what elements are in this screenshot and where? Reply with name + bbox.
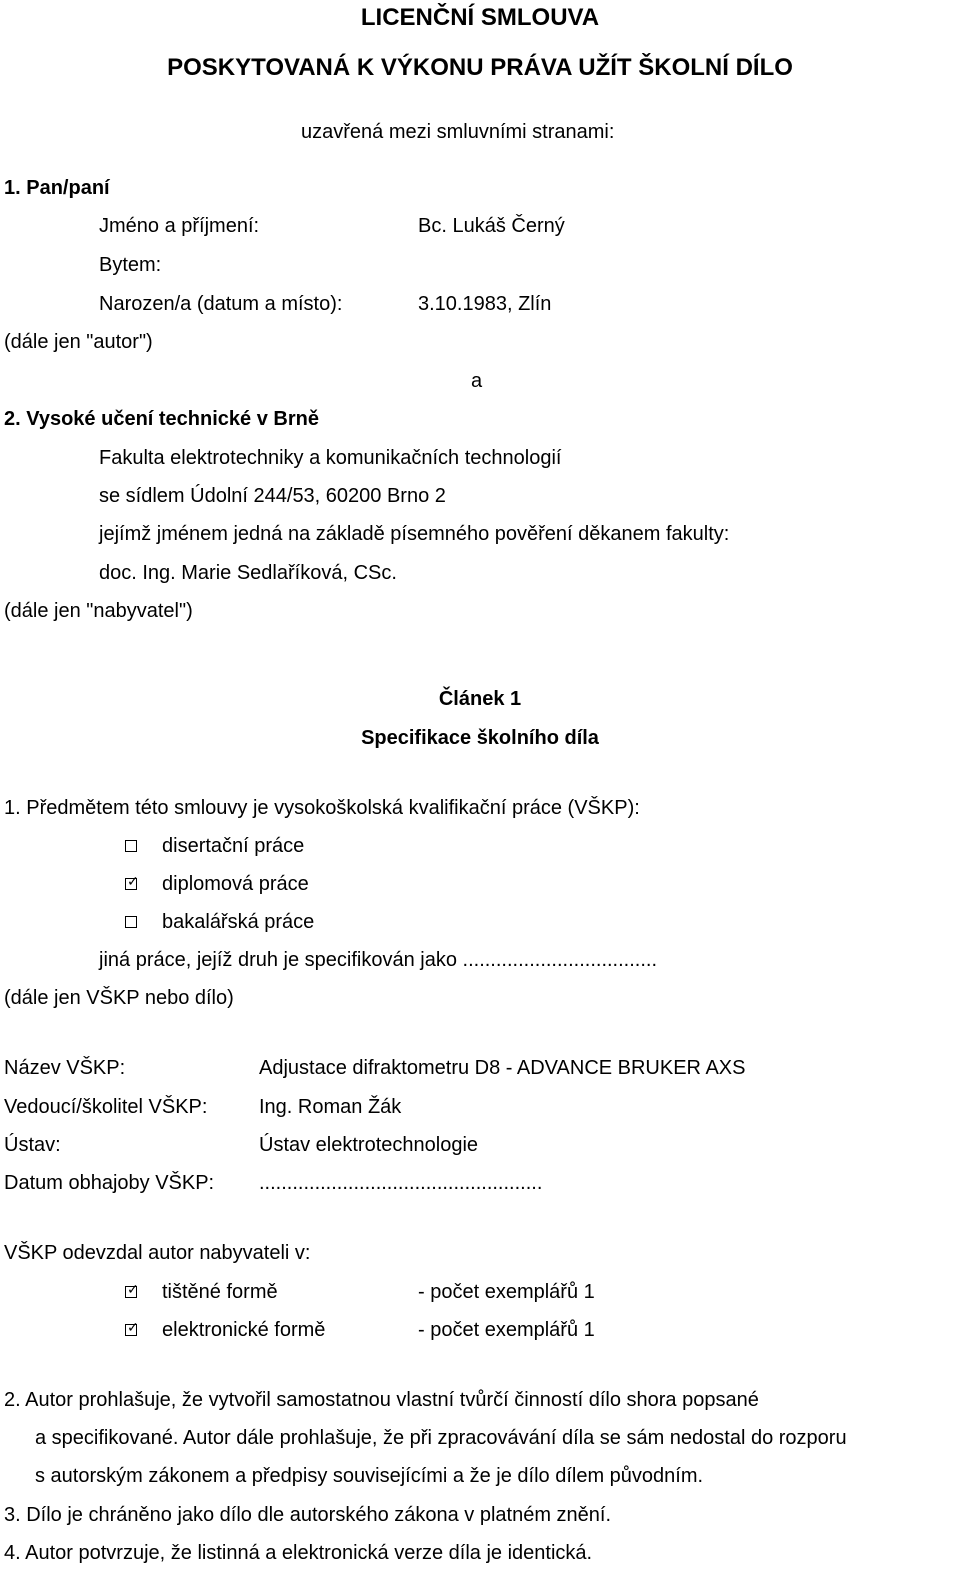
detail-value: Ing. Roman Žák — [259, 1096, 402, 1118]
form-label: tištěné formě — [162, 1281, 278, 1303]
party1-residence-label: Bytem: — [99, 254, 162, 276]
checkbox-electronic[interactable] — [125, 1319, 139, 1336]
article1-other: jiná práce, jejíž druh je specifikován jako ................................... — [99, 949, 658, 971]
party1-name-value: Bc. Lukáš Černý — [418, 215, 565, 237]
conjunction: a — [471, 370, 483, 392]
checkmark-icon: ✓ — [127, 1281, 139, 1297]
checkmark-icon: ✓ — [127, 1319, 139, 1335]
clause-2-line2: a specifikované. Autor dále prohlašuje, že při zpracovávání díla se sám nedostal do rozporu — [35, 1427, 847, 1449]
detail-value: ................................................... — [259, 1172, 543, 1194]
article1-alias: (dále jen VŠKP nebo dílo) — [4, 987, 234, 1009]
party1-alias: (dále jen "autor") — [4, 331, 153, 353]
party1-name-label: Jméno a příjmení: — [99, 215, 260, 237]
article1-subheading: Specifikace školního díla — [361, 727, 599, 749]
form-label: elektronické formě — [162, 1319, 326, 1341]
detail-label: Datum obhajoby VŠKP: — [4, 1172, 215, 1194]
detail-value: Adjustace difraktometru D8 - ADVANCE BRUKER AXS — [259, 1057, 746, 1079]
detail-label: Název VŠKP: — [4, 1057, 126, 1079]
checkbox-disertacni[interactable] — [125, 840, 137, 852]
clause-4: 4. Autor potvrzuje, že listinná a elektronická verze díla je identická. — [4, 1542, 593, 1564]
option-label: diplomová práce — [162, 873, 309, 895]
document-subtitle: uzavřená mezi smluvními stranami: — [301, 121, 615, 143]
document-title-line2: POSKYTOVANÁ K VÝKONU PRÁVA UŽÍT ŠKOLNÍ DÍLO — [167, 54, 793, 81]
form-count: - počet exemplářů 1 — [418, 1281, 595, 1303]
form-count: - počet exemplářů 1 — [418, 1319, 595, 1341]
checkbox-bakalarska[interactable] — [125, 916, 137, 928]
handover-intro: VŠKP odevzdal autor nabyvateli v: — [4, 1242, 311, 1264]
document-title: LICENČNÍ SMLOUVA — [360, 4, 600, 31]
party2-representative: doc. Ing. Marie Sedlaříková, CSc. — [99, 562, 397, 584]
party2-acting: jejímž jménem jedná na základě písemného pověření děkanem fakulty: — [99, 523, 730, 545]
checkbox-printed[interactable] — [125, 1281, 139, 1298]
article1-heading: Článek 1 — [438, 688, 522, 710]
checkmark-icon: ✓ — [127, 873, 139, 889]
party1-birth-value: 3.10.1983, Zlín — [418, 293, 552, 315]
party2-alias: (dále jen "nabyvatel") — [4, 600, 193, 622]
checkbox-diplomova[interactable] — [125, 873, 139, 890]
party2-address: se sídlem Údolní 244/53, 60200 Brno 2 — [99, 485, 446, 507]
detail-label: Ústav: — [4, 1134, 61, 1156]
option-label: disertační práce — [162, 835, 305, 857]
detail-label: Vedoucí/školitel VŠKP: — [4, 1096, 208, 1118]
clause-2-line3: s autorským zákonem a předpisy souvisejícími a že je dílo dílem původním. — [35, 1465, 704, 1487]
party1-heading: 1. Pan/paní — [4, 177, 110, 199]
party2-heading: 2. Vysoké učení technické v Brně — [4, 408, 319, 430]
article1-intro: 1. Předmětem této smlouvy je vysokoškolská kvalifikační práce (VŠKP): — [4, 797, 640, 819]
party2-faculty: Fakulta elektrotechniky a komunikačních technologií — [99, 447, 562, 469]
option-label: bakalářská práce — [162, 911, 315, 933]
clause-3: 3. Dílo je chráněno jako dílo dle autorského zákona v platném znění. — [4, 1504, 612, 1526]
detail-value: Ústav elektrotechnologie — [259, 1134, 479, 1156]
clause-2-line1: 2. Autor prohlašuje, že vytvořil samostatnou vlastní tvůrčí činností dílo shora popsané — [4, 1389, 759, 1411]
party1-birth-label: Narozen/a (datum a místo): — [99, 293, 343, 315]
